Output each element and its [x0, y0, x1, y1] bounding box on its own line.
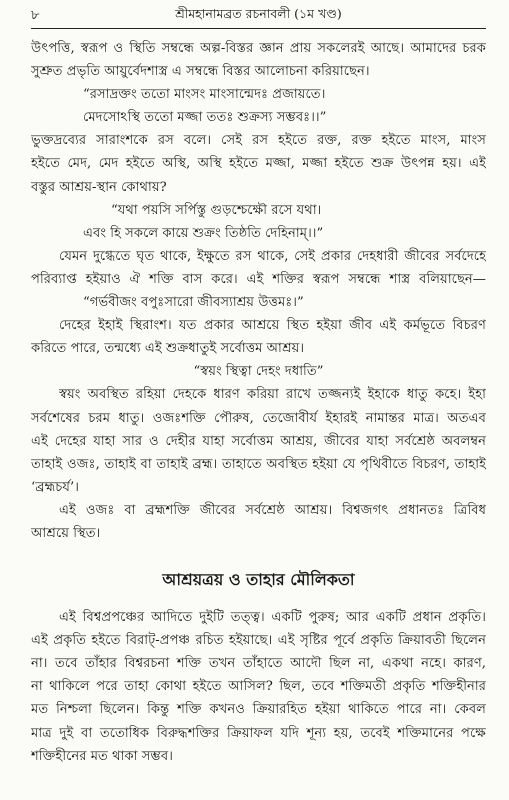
- paragraph-line: সুশ্রুত প্রভৃতি আয়ুর্বেদশাস্ত্র এ সম্বন্ধে বিস্তর আলোচনা করিয়াছেন।: [31, 64, 370, 80]
- paragraph-line: করিতে পারে, তন্মধ্যে এই শুক্রধাতুই সর্বোত্তম আশ্রয়।: [31, 341, 305, 357]
- paragraph-line: এই প্রকৃতি হইতে বিরাট্-প্রপঞ্চ রচিত হইয়াছে। এই সৃষ্টির পূর্বে প্রকৃতি ক্রিয়াবতী ছিলেন: [31, 633, 486, 649]
- paragraph-line: তাহাই ওজঃ, তাহাই বা তাহাই ব্রহ্ম। তাহাতে অবস্থিত হইয়া যে পৃথিবীতে বিচরণ, তাহাই: [31, 456, 486, 472]
- paragraph-line: ভুক্তদ্রব্যের সারাংশকে রস বলে। সেই রস হইতে রক্ত, রক্ত হইতে মাংস, মাংস: [31, 133, 486, 149]
- paragraph-line: এই বিশ্বপ্রপঞ্চের আদিতে দুইটি তত্ত্ব। একটি পুরুষ; আর একটি প্রধান প্রকৃতি।: [59, 610, 486, 626]
- paragraph-line: হইতে মেদ, মেদ হইতে অস্থি, অস্থি হইতে মজ্জা, মজ্জা হইতে শুক্র উৎপন্ন হয়। এই: [31, 156, 486, 172]
- paragraph-line: দেহের ইহাই স্থিরাংশ। যত প্রকার আশ্রয়ে স্থিত হইয়া জীব এই কর্মভূতে বিচরণ: [59, 318, 486, 334]
- paragraph-line: এই ওজঃ বা ব্রহ্মশক্তি জীবের সর্বশ্রেষ্ঠ আশ্রয়। বিশ্বজগৎ প্রধানতঃ ত্রিবিধ: [59, 502, 486, 518]
- body-text-section-2: [31, 606, 486, 768]
- header-rule: [31, 28, 486, 29]
- paragraph-line: স্বয়ং অবস্থিত রহিয়া দেহকে ধারণ করিয়া রাখে তজ্জন্যই ইহাকে ধাতু কহে। ইহা: [59, 387, 486, 403]
- paragraph-line: এই দেহের যাহা সার ও দেহীর যাহা সর্বোত্তম আশ্রয়, জীবের যাহা সর্বশ্রেষ্ঠ অবলম্বন: [31, 433, 486, 449]
- paragraph-line: ‘ব্রহ্মচর্য’।: [31, 479, 79, 495]
- paragraph-line: আশ্রয়ে স্থিত।: [31, 525, 101, 541]
- sanskrit-verse-line: “যথা পয়সি সর্পিস্তু গুড়শ্চেক্ষৌ রসে যথা।: [111, 202, 322, 218]
- paragraph-line: বস্তুর আশ্রয়-স্থান কোথায়?: [31, 179, 167, 195]
- paragraph-line: সর্বশেষের চরম ধাতু। ওজঃশক্তি পৌরুষ, তেজোবীর্য ইহারই নামান্তর মাত্র। অতএব: [31, 410, 486, 426]
- paragraph-line: উৎপত্তি, স্বরূপ ও স্থিতি সম্বন্ধে অল্প-বিস্তর জ্ঞান প্রায় সকলেরই আছে। আমাদের চরক: [31, 41, 486, 56]
- paragraph-line: পরিব্যাপ্ত হইয়াও ঐ শক্তি বাস করে। এই শক্তির স্বরূপ সম্বন্ধে শাস্ত্র বলিয়াছেন—: [31, 271, 486, 287]
- page-header: [31, 0, 486, 28]
- paragraph-line: না। তবে তাঁহার বিশ্বরচনা শক্তি তখন তাঁহাতে আদৌ ছিল না, একথা নহে। কারণ,: [31, 656, 486, 672]
- body-text: [31, 37, 486, 545]
- page-number: ৮: [31, 8, 40, 23]
- section-heading: আশ্রয়ত্রয় ও তাহার মৌলিকতা: [162, 570, 355, 590]
- paragraph-line: মত নিশ্চলা ছিলেন। কিন্তু শক্তি কখনও ক্রিয়ারহিত হইয়া থাকিতে পারে না। কেবল: [31, 702, 486, 718]
- running-title: শ্রীমহানামব্রত রচনাবলী (১ম খণ্ড): [175, 6, 342, 21]
- paragraph-line: মাত্র দুই বা ততোধিক বিরুদ্ধশক্তির ক্রিয়াফল যদি শূন্য হয়, তবেই শক্তিমানের পক্ষে: [31, 725, 486, 741]
- paragraph-line: না থাকিলে পরে তাহা কোথা হইতে আসিল? ছিল, তবে শক্তিমতী প্রকৃতি শক্তিহীনার: [31, 679, 486, 695]
- paragraph-line: শক্তিহীনের মত থাকা সম্ভব।: [31, 748, 173, 764]
- sanskrit-verse-line: মেদসোঽস্থি ততো মজ্জা ততঃ শুক্রস্য সম্ভবঃ।।”: [83, 110, 327, 126]
- sanskrit-verse-line: “গর্ভবীজং বপুঃসারো জীবস্যাশ্রয় উত্তমঃ।”: [83, 295, 304, 311]
- sanskrit-verse-line: এবং হি সকলে কায়ে শুক্রং তিষ্ঠতি দেহিনাম্।।”: [83, 225, 324, 241]
- paragraph-line: যেমন দুগ্ধেতে ঘৃত থাকে, ইক্ষুতে রস থাকে, সেই প্রকার দেহধারী জীবের সর্বদেহে: [59, 248, 486, 264]
- sanskrit-verse-line: “রসাদ্রক্তং ততো মাংসং মাংসান্মেদঃ প্রজায়তে।: [83, 87, 326, 103]
- sanskrit-verse-line: “স্বয়ং স্থিত্বা দেহং দধাতি”: [193, 364, 324, 380]
